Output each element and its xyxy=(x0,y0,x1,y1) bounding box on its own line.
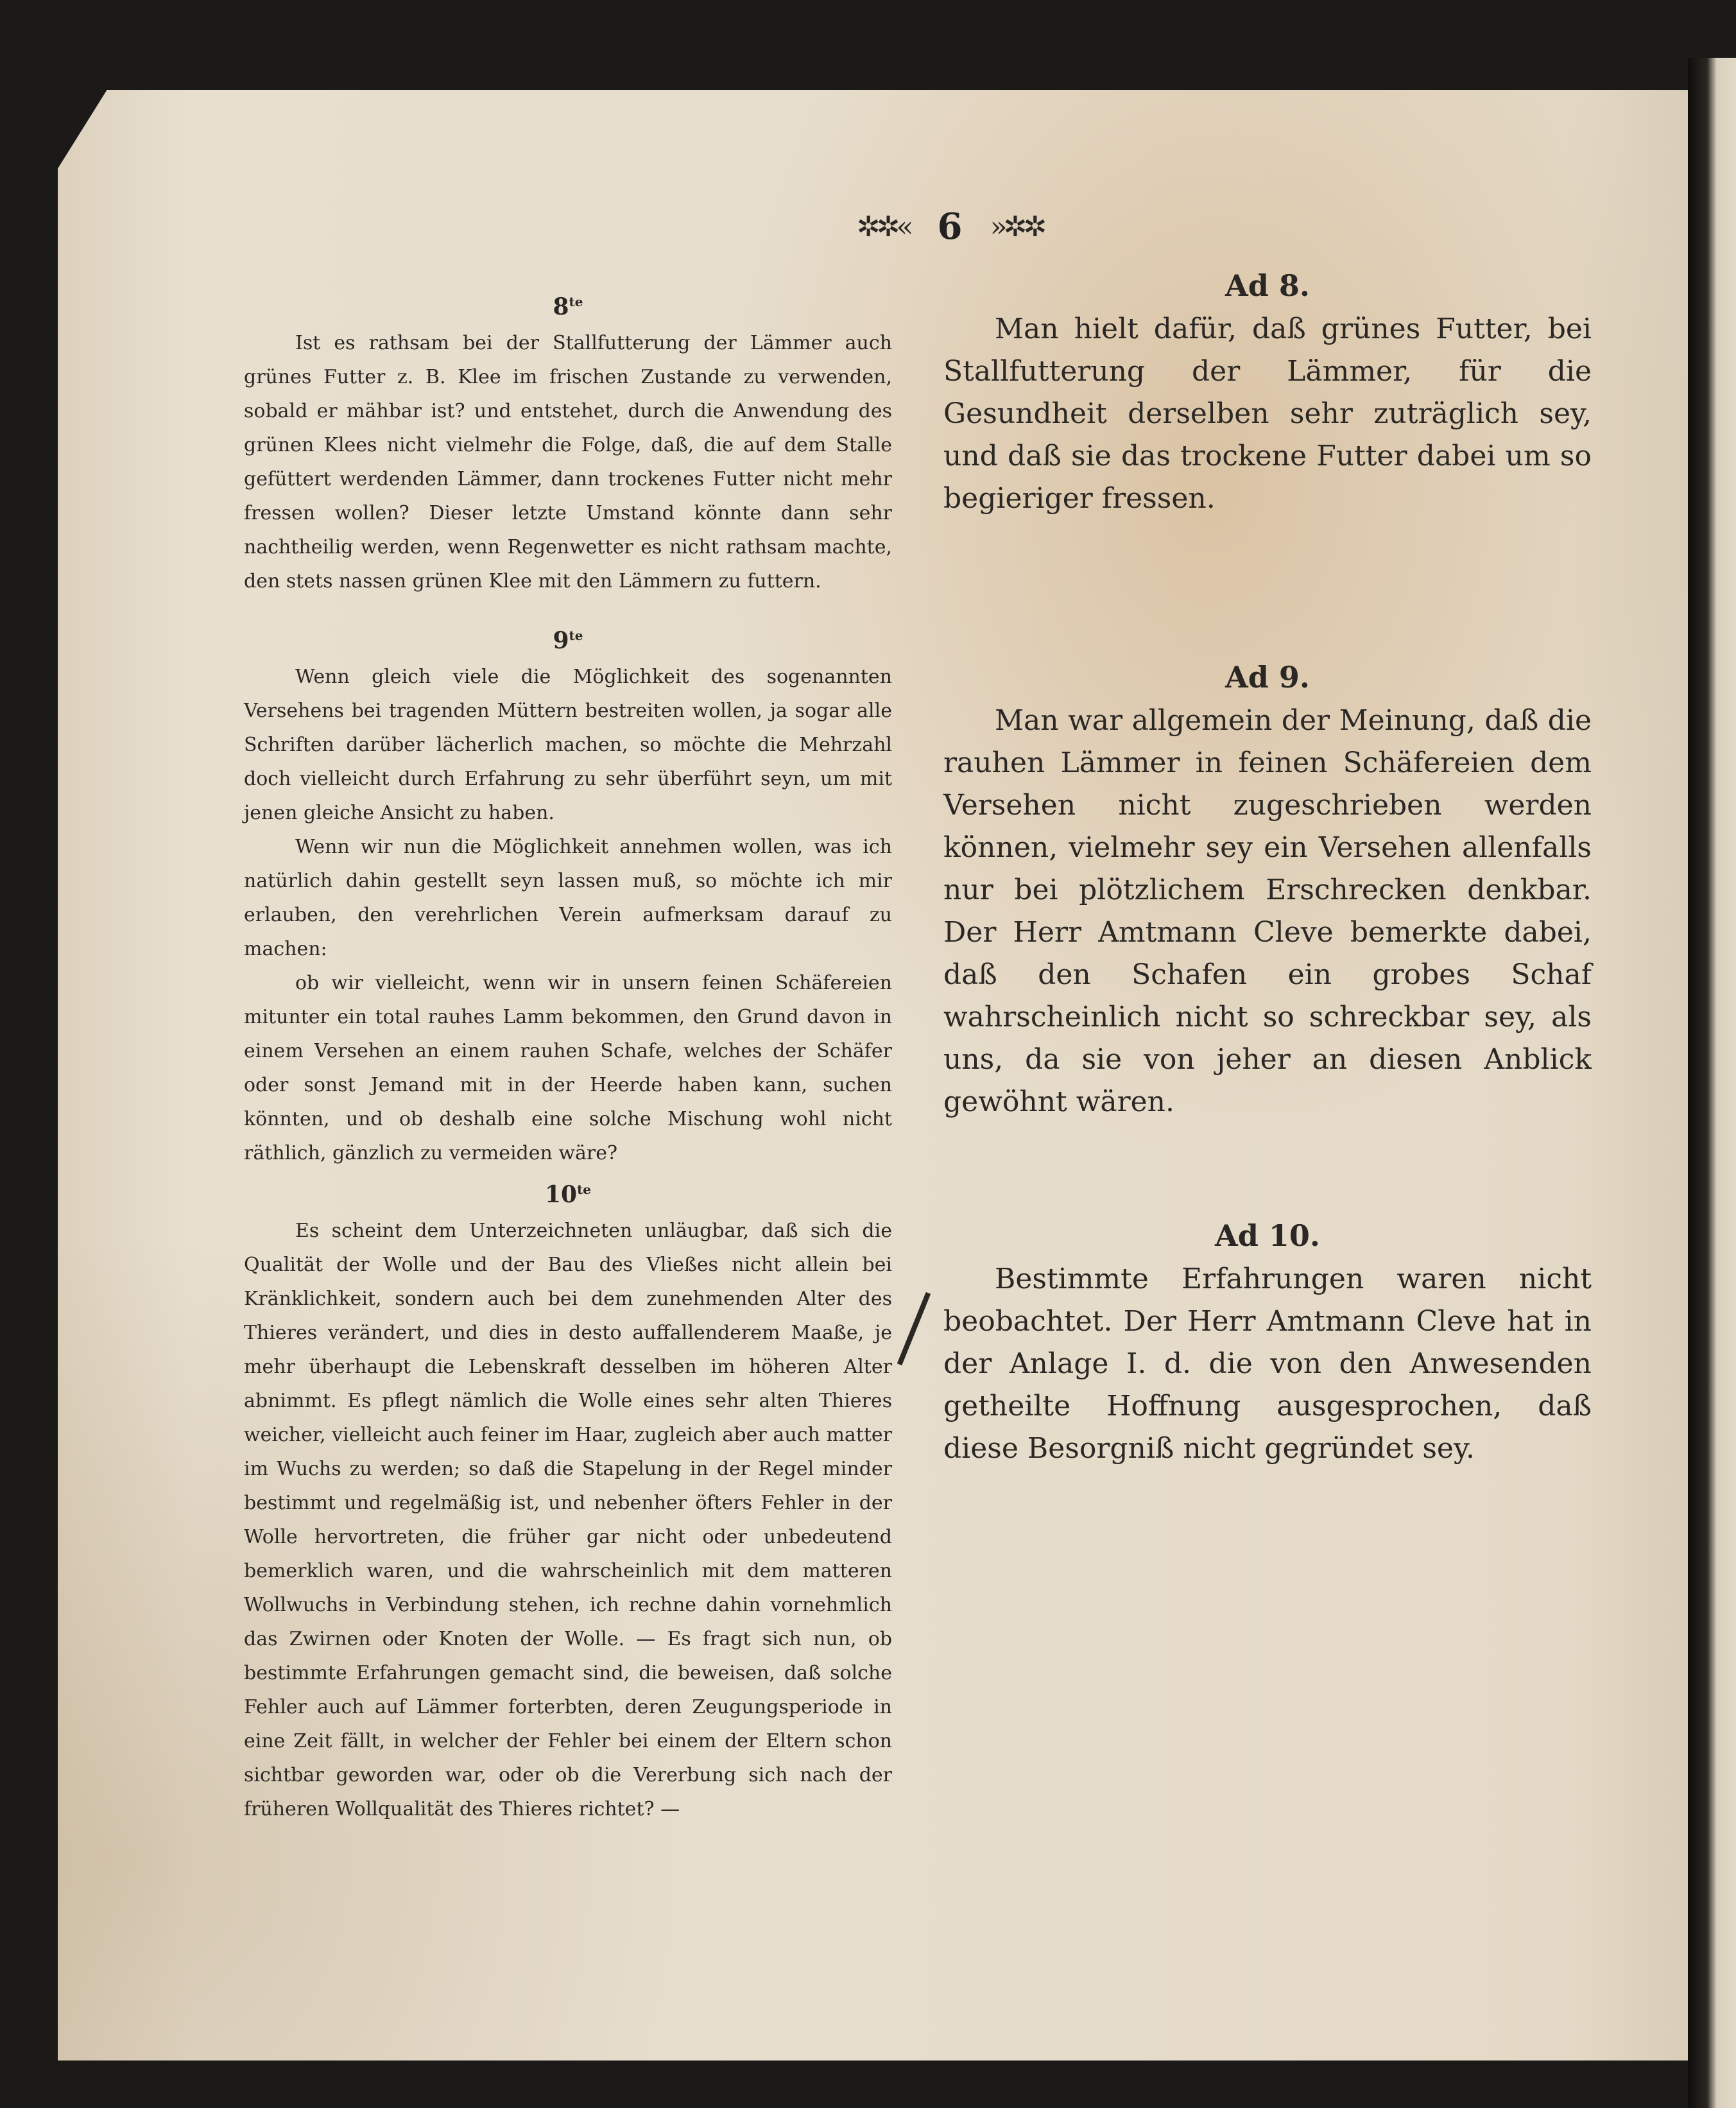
question-10-text: Es scheint dem Unterzeichneten unläugbar, daß sich die Qualität der Wolle und der Bau des Vließes nicht allein bei Kränklichkeit, sondern auch bei dem zunehmenden Alter des Thieres verändert, und dies in desto auffallenderem Maaße, je mehr überhaupt die Lebenskraft desselben im höheren Alter abnimmt. Es pflegt nämlich die Wolle eines sehr alten Thieres weicher, vielleicht auch feiner im Haar, zugleich aber auch matter im Wuchs zu werden; so daß die Stapelung in der Regel minder bestimmt und regelmäßig ist, und nebenher öfters Fehler in der Wolle hervortreten, die früher gar nicht oder unbedeutend bemerklich waren, und die wahrscheinlich mit dem matteren Wollwuchs in Verbindung stehen, ich rechne dahin vornehmlich das Zwirnen oder Knoten der Wolle. — Es fragt sich nun, ob bestimmte Erfahrungen gemacht sind, die beweisen, daß solche Fehler auch auf Lämmer forterbten, deren Zeugungsperiode in eine Zeit fällt, in welcher der Fehler bei einem der Eltern schon sichtbar geworden war, oder ob die Vererbung sich nach der früheren Wollqualität des Thieres richtet? — xyxy=(244,1220,892,1820)
answer-8-heading: Ad 8. xyxy=(1225,268,1310,303)
book-spine xyxy=(1688,58,1736,2108)
questions-column xyxy=(244,282,892,1826)
answer-9-heading: Ad 9. xyxy=(1225,660,1310,695)
ornament-left: ✲✲« xyxy=(856,210,910,243)
question-9-text-1: Wenn gleich viele die Möglichkeit des sogenannten Versehens bei tragenden Müttern bestreiten wollen, ja sogar alle Schriften darüber lächerlich machen, so möchte die Mehrzahl doch vielleicht durch Erfahrung zu sehr überführt seyn, um mit jenen gleiche Ansicht zu haben. xyxy=(244,666,892,824)
answer-10-heading: Ad 10. xyxy=(1215,1218,1320,1253)
question-9-text-3: ob wir vielleicht, wenn wir in unsern feinen Schäfereien mitunter ein total rauhes Lamm bekommen, den Grund davon in einem Versehen an einem rauhen Schafe, welches der Schäfer oder sonst Jemand mit in der Heerde haben kann, suchen könnten, und ob deshalb eine solche Mischung wohl nicht räthlich, gänzlich zu vermeiden wäre? xyxy=(244,972,892,1164)
answers-column xyxy=(943,263,1592,1470)
answer-10-text: Bestimmte Erfahrungen waren nicht beobachtet. Der Herr Amtmann Cleve hat in der Anlage I. d. die von den Anwesenden getheilte Hoffnung ausgesprochen, daß diese Besorgniß nicht gegründet sey. xyxy=(943,1263,1592,1465)
question-8-text: Ist es rathsam bei der Stallfutterung der Lämmer auch grünes Futter z. B. Klee im frischen Zustande zu verwenden, sobald er mähbar ist? und entstehet, durch die Anwendung des grünen Klees nicht vielmehr die Folge, daß, die auf dem Stalle gefüttert werdenden Lämmer, dann trockenes Futter nicht mehr fressen wollen? Dieser letzte Umstand könnte dann sehr nachtheilig werden, wenn Regenwetter es nicht rathsam machte, den stets nassen grünen Klee mit den Lämmern zu futtern. xyxy=(244,332,892,592)
page-number: 6 xyxy=(937,205,963,248)
question-10-heading: $10^{te}$ xyxy=(544,1181,592,1208)
ornament-right: »✲✲ xyxy=(990,210,1044,243)
answer-8-text: Man hielt dafür, daß grünes Futter, bei Stallfutterung der Lämmer, für die Gesundheit derselben sehr zuträglich sey, und daß sie das trockene Futter dabei um so begieriger fressen. xyxy=(943,313,1592,515)
question-9-text-2: Wenn wir nun die Möglichkeit annehmen wollen, was ich natürlich dahin gestellt seyn lassen muß, so möchte ich mir erlauben, den verehrlichen Verein aufmerksam darauf zu machen: xyxy=(244,836,892,960)
question-8-heading: $8^{te}$ xyxy=(553,293,583,320)
question-9-heading: $9^{te}$ xyxy=(553,627,583,654)
page-header xyxy=(783,205,1117,257)
answer-9-text: Man war allgemein der Meinung, daß die rauhen Lämmer in feinen Schäfereien dem Versehen nicht zugeschrieben werden können, vielmehr sey ein Versehen allenfalls nur bei plötzlichem Erschrecken denkbar. Der Herr Amtmann Cleve bemerkte dabei, daß den Schafen ein grobes Schaf wahrscheinlich nicht so schreckbar sey, als uns, da sie von jeher an diesen Anblick gewöhnt wären. xyxy=(943,704,1592,1118)
